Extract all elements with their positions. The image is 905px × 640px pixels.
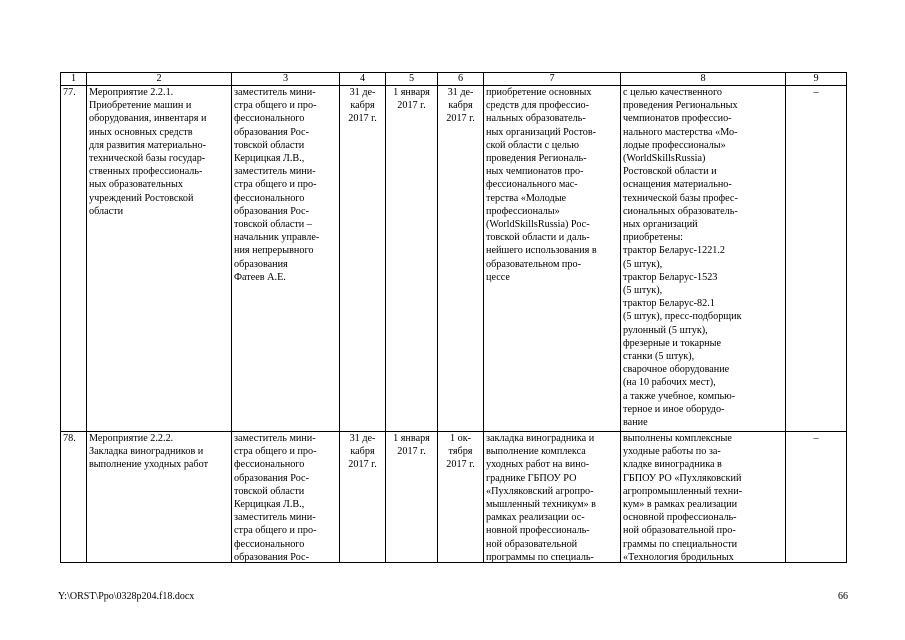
data-table [60,72,847,563]
event-cell: Мероприятие 2.2.1. Приобретение машин и оборудования, инвентаря и иных основных средств для развития материально- технической базы государ- ственных профессиональ- ных образовательных учреждений Ростовской области [87,86,232,432]
header-cell: 2 [87,73,232,86]
page-number: 66 [838,591,848,602]
header-cell: 8 [621,73,786,86]
note-cell: – [786,432,847,563]
header-cell: 3 [232,73,340,86]
info-cell: с целью качественного проведения Региональных чемпионатов профессио- нального мастерства «Мо- лодые профессионалы» (WorldSkillsRussia) Ростовской области и оснащения материально- технической базы профес- сиональных образователь- ных организаций приобретены: трактор Беларус-1221.2 (5 штук), трактор Беларус-1523 (5 штук), трактор Беларус-82.1 (5 штук), пресс-подборщик рулонный (5 штук), фрезерные и токарные станки (5 штук), сварочное оборудование (на 10 рабочих мест), а также учебное, компью- терное и иное оборудо- вание [621,86,786,432]
date-cell: 1 января 2017 г. [386,432,438,563]
responsible-cell: заместитель мини- стра общего и про- фессионального образования Рос- товской области Керцицкая Л.В., заместитель мини- стра общего и про- фессионального образования Рос- [232,432,340,563]
header-cell: 6 [438,73,484,86]
table-row [61,86,847,432]
result-cell: приобретение основных средств для профессио- нальных образователь- ных организаций Ростов- ской области с целью проведения Региональ- ных чемпионатов про- фессионального мас- терства «Молодые профессионалы» (WorldSkillsRussia) Рос- товской области и даль- нейшего использования в образовательном про- цессе [484,86,621,432]
date-cell: 1 января 2017 г. [386,86,438,432]
header-cell: 9 [786,73,847,86]
date-cell: 31 де- кабря 2017 г. [340,432,386,563]
date-cell: 31 де- кабря 2017 г. [438,86,484,432]
header-cell: 5 [386,73,438,86]
table-row [61,432,847,563]
note-cell: – [786,86,847,432]
header-cell: 7 [484,73,621,86]
responsible-cell: заместитель мини- стра общего и про- фессионального образования Рос- товской области Керцицкая Л.В., заместитель мини- стра общего и про- фессионального образования Рос- товской области – начальник управле- ния непрерывного образования Фатеев А.Е. [232,86,340,432]
header-row [61,73,847,86]
result-cell: закладка виноградника и выполнение комплекса уходных работ на вино- граднике ГБПОУ РО «Пухляковский агропро- мышленный техникум» в рамках реализации ос- новной профессиональ- ной образовательной программы по специаль- [484,432,621,563]
event-cell: Мероприятие 2.2.2. Закладка виноградников и выполнение уходных работ [87,432,232,563]
header-cell: 4 [340,73,386,86]
row-number: 78. [61,432,87,563]
header-cell: 1 [61,73,87,86]
footer-file-path: Y:\ORST\Ppo\0328p204.f18.docx [58,591,195,602]
info-cell: выполнены комплексные уходные работы по за- кладке виноградника в ГБПОУ РО «Пухляковский агропромышленный техни- кум» в рамках реализации основной профессиональ- ной образовательной про- граммы по специальности «Технология бродильных [621,432,786,563]
row-number: 77. [61,86,87,432]
date-cell: 1 ок- тября 2017 г. [438,432,484,563]
date-cell: 31 де- кабря 2017 г. [340,86,386,432]
